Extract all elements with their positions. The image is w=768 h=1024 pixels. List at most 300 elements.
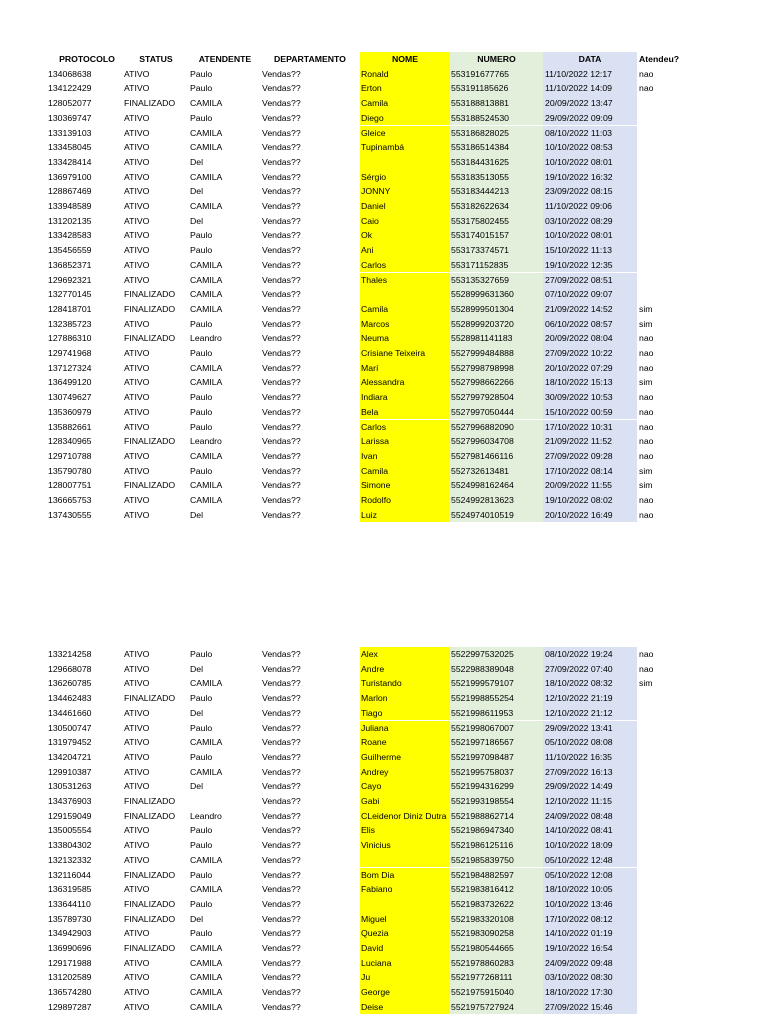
cell-depto[interactable]: Vendas?? [262, 884, 301, 895]
cell-atendeu[interactable]: nao [639, 83, 654, 94]
cell-numero[interactable]: 5521975727924 [450, 1000, 543, 1015]
cell-status[interactable]: ATIVO [124, 274, 150, 285]
cell-atendeu[interactable] [639, 96, 699, 111]
cell-atendente[interactable]: Paulo [190, 68, 213, 79]
cell-status[interactable]: ATIVO [124, 957, 150, 968]
cell-status[interactable]: ATIVO [124, 987, 150, 998]
cell-atendeu[interactable] [639, 184, 699, 199]
cell-protocolo[interactable]: 134462483 [48, 693, 92, 704]
cell-data[interactable]: 29/09/2022 13:41 [543, 721, 637, 736]
cell-atendeu[interactable] [639, 126, 699, 141]
cell-numero[interactable]: 5528999631360 [450, 287, 543, 302]
cell-data[interactable]: 12/10/2022 21:19 [543, 691, 637, 706]
cell-protocolo[interactable]: 133214258 [48, 649, 92, 659]
cell-depto[interactable]: Vendas?? [262, 465, 301, 476]
cell-depto[interactable]: Vendas?? [262, 913, 301, 924]
cell-depto[interactable]: Vendas?? [262, 781, 301, 792]
cell-status[interactable]: ATIVO [124, 230, 150, 241]
cell-nome[interactable]: Vinicius [360, 838, 450, 853]
cell-atendeu[interactable] [639, 779, 699, 794]
cell-status[interactable]: ATIVO [124, 186, 150, 197]
cell-nome[interactable]: Caio [360, 214, 450, 229]
cell-protocolo[interactable]: 129897287 [48, 1001, 92, 1012]
cell-protocolo[interactable]: 130369747 [48, 112, 92, 123]
cell-numero[interactable]: 5528981141183 [450, 331, 543, 346]
cell-atendeu[interactable]: sim [639, 465, 653, 476]
cell-data[interactable]: 11/10/2022 14:09 [543, 81, 637, 96]
cell-protocolo[interactable]: 134068638 [48, 68, 92, 79]
cell-atendente[interactable]: Del [190, 781, 204, 792]
cell-protocolo[interactable]: 129668078 [48, 663, 92, 674]
cell-atendeu[interactable] [639, 111, 699, 126]
cell-nome[interactable]: Quezia [360, 926, 450, 941]
cell-protocolo[interactable]: 128418701 [48, 303, 92, 314]
cell-atendeu[interactable] [639, 735, 699, 750]
cell-protocolo[interactable]: 131202135 [48, 215, 92, 226]
cell-data[interactable]: 18/10/2022 08:32 [543, 676, 637, 691]
cell-nome[interactable]: Camila [360, 96, 450, 111]
cell-depto[interactable]: Vendas?? [262, 171, 301, 182]
cell-data[interactable]: 19/10/2022 16:32 [543, 170, 637, 185]
cell-nome[interactable] [360, 853, 450, 868]
cell-protocolo[interactable]: 133458045 [48, 142, 92, 153]
cell-numero[interactable]: 553186514384 [450, 140, 543, 155]
cell-protocolo[interactable]: 129910387 [48, 766, 92, 777]
header-nome[interactable]: NOME [360, 52, 450, 67]
cell-depto[interactable]: Vendas?? [262, 450, 301, 461]
cell-atendeu[interactable]: nao [639, 392, 654, 403]
header-numero[interactable]: NUMERO [450, 52, 543, 67]
cell-atendente[interactable]: Paulo [190, 928, 213, 939]
cell-nome[interactable]: Roane [360, 735, 450, 750]
cell-nome[interactable]: Crisiane Teixeira [360, 346, 450, 361]
cell-numero[interactable]: 553182622634 [450, 199, 543, 214]
cell-numero[interactable]: 5528999203720 [450, 317, 543, 332]
cell-data[interactable]: 14/10/2022 01:19 [543, 926, 637, 941]
cell-data[interactable]: 20/10/2022 07:29 [543, 361, 637, 376]
cell-atendente[interactable]: CAMILA [190, 274, 223, 285]
cell-atendente[interactable]: Paulo [190, 840, 213, 851]
cell-atendeu[interactable]: sim [639, 480, 653, 491]
cell-depto[interactable]: Vendas?? [262, 509, 301, 520]
cell-nome[interactable]: Larissa [360, 434, 450, 449]
cell-numero[interactable]: 5524992813623 [450, 493, 543, 508]
cell-depto[interactable]: Vendas?? [262, 289, 301, 300]
cell-numero[interactable]: 5521983090258 [450, 926, 543, 941]
cell-protocolo[interactable]: 134461660 [48, 707, 92, 718]
cell-protocolo[interactable]: 137430555 [48, 509, 92, 520]
cell-status[interactable]: ATIVO [124, 766, 150, 777]
cell-numero[interactable]: 553183513055 [450, 170, 543, 185]
cell-depto[interactable]: Vendas?? [262, 83, 301, 94]
cell-atendente[interactable]: Paulo [190, 230, 213, 241]
cell-depto[interactable]: Vendas?? [262, 112, 301, 123]
cell-atendente[interactable]: Del [190, 707, 204, 718]
cell-atendente[interactable]: Leandro [190, 810, 222, 821]
cell-data[interactable]: 27/09/2022 15:46 [543, 1000, 637, 1015]
cell-numero[interactable]: 5521998855254 [450, 691, 543, 706]
cell-atendeu[interactable] [639, 199, 699, 214]
cell-data[interactable]: 19/10/2022 12:35 [543, 258, 637, 273]
cell-nome[interactable]: Camila [360, 302, 450, 317]
cell-data[interactable]: 10/10/2022 08:53 [543, 140, 637, 155]
cell-data[interactable]: 10/10/2022 08:01 [543, 228, 637, 243]
cell-depto[interactable]: Vendas?? [262, 274, 301, 285]
cell-depto[interactable]: Vendas?? [262, 98, 301, 109]
cell-numero[interactable]: 553184431625 [450, 155, 543, 170]
cell-nome[interactable]: Indiara [360, 390, 450, 405]
cell-atendente[interactable]: CAMILA [190, 972, 223, 983]
cell-atendente[interactable]: Paulo [190, 825, 213, 836]
cell-depto[interactable]: Vendas?? [262, 436, 301, 447]
cell-status[interactable]: ATIVO [124, 722, 150, 733]
cell-depto[interactable]: Vendas?? [262, 678, 301, 689]
cell-protocolo[interactable]: 137127324 [48, 362, 92, 373]
cell-depto[interactable]: Vendas?? [262, 972, 301, 983]
cell-data[interactable]: 05/10/2022 08:08 [543, 735, 637, 750]
cell-protocolo[interactable]: 135882661 [48, 421, 92, 432]
cell-nome[interactable]: Fabiano [360, 882, 450, 897]
cell-nome[interactable]: Daniel [360, 199, 450, 214]
cell-data[interactable]: 17/10/2022 08:14 [543, 464, 637, 479]
cell-status[interactable]: FINALIZADO [124, 480, 176, 491]
cell-atendeu[interactable] [639, 868, 699, 883]
cell-numero[interactable]: 5522997532025 [450, 647, 543, 662]
cell-depto[interactable]: Vendas?? [262, 230, 301, 241]
cell-nome[interactable]: Ronald [360, 67, 450, 82]
cell-atendente[interactable]: CAMILA [190, 495, 223, 505]
cell-data[interactable]: 12/10/2022 11:15 [543, 794, 637, 809]
cell-atendente[interactable]: CAMILA [190, 766, 223, 777]
cell-depto[interactable]: Vendas?? [262, 649, 301, 659]
cell-numero[interactable]: 5527999484888 [450, 346, 543, 361]
cell-atendente[interactable]: Del [190, 509, 204, 520]
cell-status[interactable]: ATIVO [124, 406, 150, 417]
cell-depto[interactable]: Vendas?? [262, 215, 301, 226]
cell-protocolo[interactable]: 129710788 [48, 450, 92, 461]
cell-atendente[interactable]: Paulo [190, 112, 213, 123]
cell-atendente[interactable]: Paulo [190, 245, 213, 256]
cell-status[interactable]: ATIVO [124, 1001, 150, 1012]
cell-nome[interactable]: Marcos [360, 317, 450, 332]
cell-atendeu[interactable]: nao [639, 406, 654, 417]
cell-depto[interactable]: Vendas?? [262, 796, 301, 806]
cell-atendente[interactable]: CAMILA [190, 987, 223, 998]
cell-protocolo[interactable]: 136990696 [48, 943, 92, 953]
cell-atendeu[interactable]: nao [639, 509, 654, 520]
cell-numero[interactable]: 553174015157 [450, 228, 543, 243]
cell-atendente[interactable]: Del [190, 156, 204, 167]
cell-status[interactable]: ATIVO [124, 884, 150, 895]
cell-status[interactable]: ATIVO [124, 450, 150, 461]
cell-atendente[interactable]: Paulo [190, 318, 213, 329]
cell-status[interactable]: ATIVO [124, 840, 150, 851]
cell-data[interactable]: 12/10/2022 21:12 [543, 706, 637, 721]
header-atendeu[interactable]: Atendeu? [639, 54, 680, 64]
cell-atendente[interactable]: Paulo [190, 693, 213, 704]
cell-atendeu[interactable] [639, 170, 699, 185]
cell-atendente[interactable]: CAMILA [190, 259, 223, 270]
cell-atendeu[interactable] [639, 809, 699, 824]
cell-atendeu[interactable]: nao [639, 348, 654, 358]
cell-atendeu[interactable] [639, 691, 699, 706]
cell-protocolo[interactable]: 130500747 [48, 722, 92, 733]
cell-numero[interactable]: 553171152835 [450, 258, 543, 273]
cell-nome[interactable]: CLeidenor Diniz Dutra [360, 809, 450, 824]
cell-protocolo[interactable]: 133948589 [48, 201, 92, 211]
cell-nome[interactable]: Simone [360, 478, 450, 493]
cell-atendente[interactable]: CAMILA [190, 303, 223, 314]
cell-data[interactable]: 19/10/2022 16:54 [543, 941, 637, 956]
cell-atendente[interactable]: Del [190, 186, 204, 197]
cell-data[interactable]: 20/09/2022 13:47 [543, 96, 637, 111]
cell-nome[interactable]: Cayo [360, 779, 450, 794]
cell-depto[interactable]: Vendas?? [262, 348, 301, 358]
cell-protocolo[interactable]: 135360979 [48, 406, 92, 417]
cell-depto[interactable]: Vendas?? [262, 898, 301, 909]
cell-atendeu[interactable]: nao [639, 436, 654, 447]
cell-data[interactable]: 17/10/2022 10:31 [543, 420, 637, 435]
cell-data[interactable]: 21/09/2022 14:52 [543, 302, 637, 317]
cell-atendente[interactable]: Leandro [190, 436, 222, 447]
cell-depto[interactable]: Vendas?? [262, 142, 301, 153]
cell-atendente[interactable]: Paulo [190, 406, 213, 417]
cell-atendeu[interactable] [639, 243, 699, 258]
cell-nome[interactable]: Rodolfo [360, 493, 450, 508]
cell-atendeu[interactable] [639, 721, 699, 736]
cell-data[interactable]: 11/10/2022 16:35 [543, 750, 637, 765]
cell-depto[interactable]: Vendas?? [262, 495, 301, 505]
cell-numero[interactable]: 5521975915040 [450, 985, 543, 1000]
cell-status[interactable]: ATIVO [124, 663, 150, 674]
cell-atendeu[interactable]: nao [639, 450, 654, 461]
cell-numero[interactable]: 5521998067007 [450, 721, 543, 736]
cell-atendente[interactable]: Paulo [190, 898, 213, 909]
cell-status[interactable]: ATIVO [124, 825, 150, 836]
cell-data[interactable]: 24/09/2022 09:48 [543, 956, 637, 971]
cell-status[interactable]: ATIVO [124, 142, 150, 153]
cell-nome[interactable]: Camila [360, 464, 450, 479]
cell-status[interactable]: ATIVO [124, 112, 150, 123]
cell-atendeu[interactable] [639, 970, 699, 985]
cell-numero[interactable]: 553135327659 [450, 273, 543, 288]
cell-atendente[interactable]: CAMILA [190, 127, 223, 138]
cell-atendente[interactable]: Paulo [190, 465, 213, 476]
cell-data[interactable]: 24/09/2022 08:48 [543, 809, 637, 824]
cell-atendeu[interactable] [639, 228, 699, 243]
cell-nome[interactable] [360, 155, 450, 170]
cell-protocolo[interactable]: 136319585 [48, 884, 92, 895]
cell-atendente[interactable]: Paulo [190, 649, 213, 659]
cell-numero[interactable]: 5521994316299 [450, 779, 543, 794]
cell-status[interactable]: ATIVO [124, 201, 150, 211]
cell-numero[interactable]: 5521980544665 [450, 941, 543, 956]
cell-nome[interactable]: Bela [360, 405, 450, 420]
cell-data[interactable]: 10/10/2022 18:09 [543, 838, 637, 853]
cell-data[interactable]: 27/09/2022 08:51 [543, 273, 637, 288]
cell-protocolo[interactable]: 132132332 [48, 854, 92, 865]
cell-atendente[interactable]: CAMILA [190, 377, 223, 388]
cell-data[interactable]: 18/10/2022 15:13 [543, 375, 637, 390]
cell-nome[interactable]: JONNY [360, 184, 450, 199]
cell-nome[interactable]: Miguel [360, 912, 450, 927]
cell-status[interactable]: ATIVO [124, 928, 150, 939]
cell-depto[interactable]: Vendas?? [262, 943, 301, 953]
cell-nome[interactable]: Ju [360, 970, 450, 985]
header-protocolo[interactable]: PROTOCOLO [59, 54, 115, 64]
cell-atendente[interactable]: CAMILA [190, 362, 223, 373]
cell-data[interactable]: 30/09/2022 10:53 [543, 390, 637, 405]
cell-depto[interactable]: Vendas?? [262, 303, 301, 314]
cell-status[interactable]: FINALIZADO [124, 869, 176, 880]
cell-depto[interactable]: Vendas?? [262, 1001, 301, 1012]
cell-numero[interactable]: 5527997050444 [450, 405, 543, 420]
cell-protocolo[interactable]: 133804302 [48, 840, 92, 851]
cell-atendeu[interactable] [639, 823, 699, 838]
cell-status[interactable]: ATIVO [124, 678, 150, 689]
cell-atendeu[interactable] [639, 882, 699, 897]
cell-depto[interactable]: Vendas?? [262, 245, 301, 256]
cell-status[interactable]: FINALIZADO [124, 333, 176, 344]
cell-atendeu[interactable]: nao [639, 663, 654, 674]
cell-numero[interactable]: 5522988389048 [450, 662, 543, 677]
cell-numero[interactable]: 5527981466116 [450, 449, 543, 464]
cell-nome[interactable]: Luiz [360, 508, 450, 523]
cell-atendente[interactable]: Leandro [190, 333, 222, 344]
cell-depto[interactable]: Vendas?? [262, 201, 301, 211]
cell-data[interactable]: 05/10/2022 12:48 [543, 853, 637, 868]
cell-status[interactable]: FINALIZADO [124, 810, 176, 821]
cell-atendeu[interactable] [639, 273, 699, 288]
cell-nome[interactable]: Ani [360, 243, 450, 258]
cell-atendeu[interactable] [639, 706, 699, 721]
cell-depto[interactable]: Vendas?? [262, 693, 301, 704]
cell-atendente[interactable]: Del [190, 215, 204, 226]
cell-protocolo[interactable]: 128052077 [48, 98, 92, 109]
header-data[interactable]: DATA [543, 52, 637, 67]
cell-numero[interactable]: 5521997098487 [450, 750, 543, 765]
cell-atendeu[interactable]: sim [639, 377, 653, 388]
cell-depto[interactable]: Vendas?? [262, 259, 301, 270]
cell-protocolo[interactable]: 135789730 [48, 913, 92, 924]
cell-protocolo[interactable]: 131202589 [48, 972, 92, 983]
cell-atendente[interactable]: CAMILA [190, 98, 223, 109]
cell-atendente[interactable]: CAMILA [190, 142, 223, 153]
cell-numero[interactable]: 5524998162464 [450, 478, 543, 493]
cell-nome[interactable]: Alex [360, 647, 450, 662]
cell-data[interactable]: 27/09/2022 09:28 [543, 449, 637, 464]
cell-depto[interactable]: Vendas?? [262, 810, 301, 821]
cell-protocolo[interactable]: 135790780 [48, 465, 92, 476]
cell-status[interactable]: ATIVO [124, 377, 150, 388]
cell-nome[interactable]: Ivan [360, 449, 450, 464]
cell-depto[interactable]: Vendas?? [262, 333, 301, 344]
cell-status[interactable]: ATIVO [124, 737, 150, 748]
cell-nome[interactable]: Deise [360, 1000, 450, 1015]
cell-status[interactable]: FINALIZADO [124, 303, 176, 314]
cell-status[interactable]: ATIVO [124, 83, 150, 94]
cell-data[interactable]: 03/10/2022 08:29 [543, 214, 637, 229]
cell-data[interactable]: 27/09/2022 16:13 [543, 765, 637, 780]
cell-data[interactable]: 06/10/2022 08:57 [543, 317, 637, 332]
cell-atendeu[interactable] [639, 750, 699, 765]
cell-atendeu[interactable] [639, 765, 699, 780]
cell-atendente[interactable]: CAMILA [190, 201, 223, 211]
cell-depto[interactable]: Vendas?? [262, 406, 301, 417]
cell-nome[interactable]: Andre [360, 662, 450, 677]
cell-atendeu[interactable] [639, 1000, 699, 1015]
cell-nome[interactable]: Elis [360, 823, 450, 838]
cell-nome[interactable]: Turistando [360, 676, 450, 691]
cell-protocolo[interactable]: 134942903 [48, 928, 92, 939]
cell-numero[interactable]: 553186828025 [450, 126, 543, 141]
cell-status[interactable]: FINALIZADO [124, 898, 176, 909]
cell-atendeu[interactable]: nao [639, 421, 654, 432]
cell-data[interactable]: 11/10/2022 09:06 [543, 199, 637, 214]
cell-protocolo[interactable]: 130749627 [48, 392, 92, 403]
cell-numero[interactable]: 5527996882090 [450, 420, 543, 435]
cell-atendente[interactable]: CAMILA [190, 854, 223, 865]
cell-data[interactable]: 20/09/2022 11:55 [543, 478, 637, 493]
cell-numero[interactable]: 553173374571 [450, 243, 543, 258]
cell-numero[interactable]: 5527998662266 [450, 375, 543, 390]
cell-protocolo[interactable]: 133428583 [48, 230, 92, 241]
cell-depto[interactable]: Vendas?? [262, 663, 301, 674]
cell-data[interactable]: 14/10/2022 08:41 [543, 823, 637, 838]
cell-atendente[interactable]: CAMILA [190, 957, 223, 968]
cell-nome[interactable]: Andrey [360, 765, 450, 780]
cell-status[interactable]: ATIVO [124, 259, 150, 270]
cell-protocolo[interactable]: 133428414 [48, 156, 92, 167]
cell-depto[interactable]: Vendas?? [262, 766, 301, 777]
cell-status[interactable]: FINALIZADO [124, 693, 176, 704]
cell-nome[interactable]: Gabi [360, 794, 450, 809]
cell-atendente[interactable]: Del [190, 913, 204, 924]
cell-nome[interactable]: Ok [360, 228, 450, 243]
cell-atendeu[interactable] [639, 838, 699, 853]
cell-atendente[interactable]: CAMILA [190, 678, 223, 689]
cell-protocolo[interactable]: 135005554 [48, 825, 92, 836]
cell-atendente[interactable]: CAMILA [190, 884, 223, 895]
cell-protocolo[interactable]: 133139103 [48, 127, 92, 138]
cell-depto[interactable]: Vendas?? [262, 127, 301, 138]
cell-numero[interactable]: 5521985839750 [450, 853, 543, 868]
cell-atendente[interactable]: CAMILA [190, 1001, 223, 1012]
cell-numero[interactable]: 5521983320108 [450, 912, 543, 927]
cell-atendente[interactable]: CAMILA [190, 480, 223, 491]
cell-data[interactable]: 29/09/2022 09:09 [543, 111, 637, 126]
cell-nome[interactable]: Tupinambá [360, 140, 450, 155]
cell-atendente[interactable] [190, 794, 260, 809]
cell-numero[interactable]: 5521977268111 [450, 970, 543, 985]
cell-atendeu[interactable] [639, 941, 699, 956]
cell-nome[interactable]: Gleice [360, 126, 450, 141]
cell-data[interactable]: 08/10/2022 19:24 [543, 647, 637, 662]
cell-status[interactable]: ATIVO [124, 649, 150, 659]
cell-nome[interactable]: Bom Dia [360, 868, 450, 883]
cell-numero[interactable]: 553175802455 [450, 214, 543, 229]
cell-depto[interactable]: Vendas?? [262, 421, 301, 432]
cell-protocolo[interactable]: 129171988 [48, 957, 92, 968]
cell-depto[interactable]: Vendas?? [262, 318, 301, 329]
cell-atendeu[interactable] [639, 140, 699, 155]
cell-nome[interactable]: Erton [360, 81, 450, 96]
cell-numero[interactable]: 5521983816412 [450, 882, 543, 897]
cell-nome[interactable]: Marí [360, 361, 450, 376]
cell-depto[interactable]: Vendas?? [262, 825, 301, 836]
cell-protocolo[interactable]: 129159049 [48, 810, 92, 821]
cell-protocolo[interactable]: 132770145 [48, 289, 92, 300]
